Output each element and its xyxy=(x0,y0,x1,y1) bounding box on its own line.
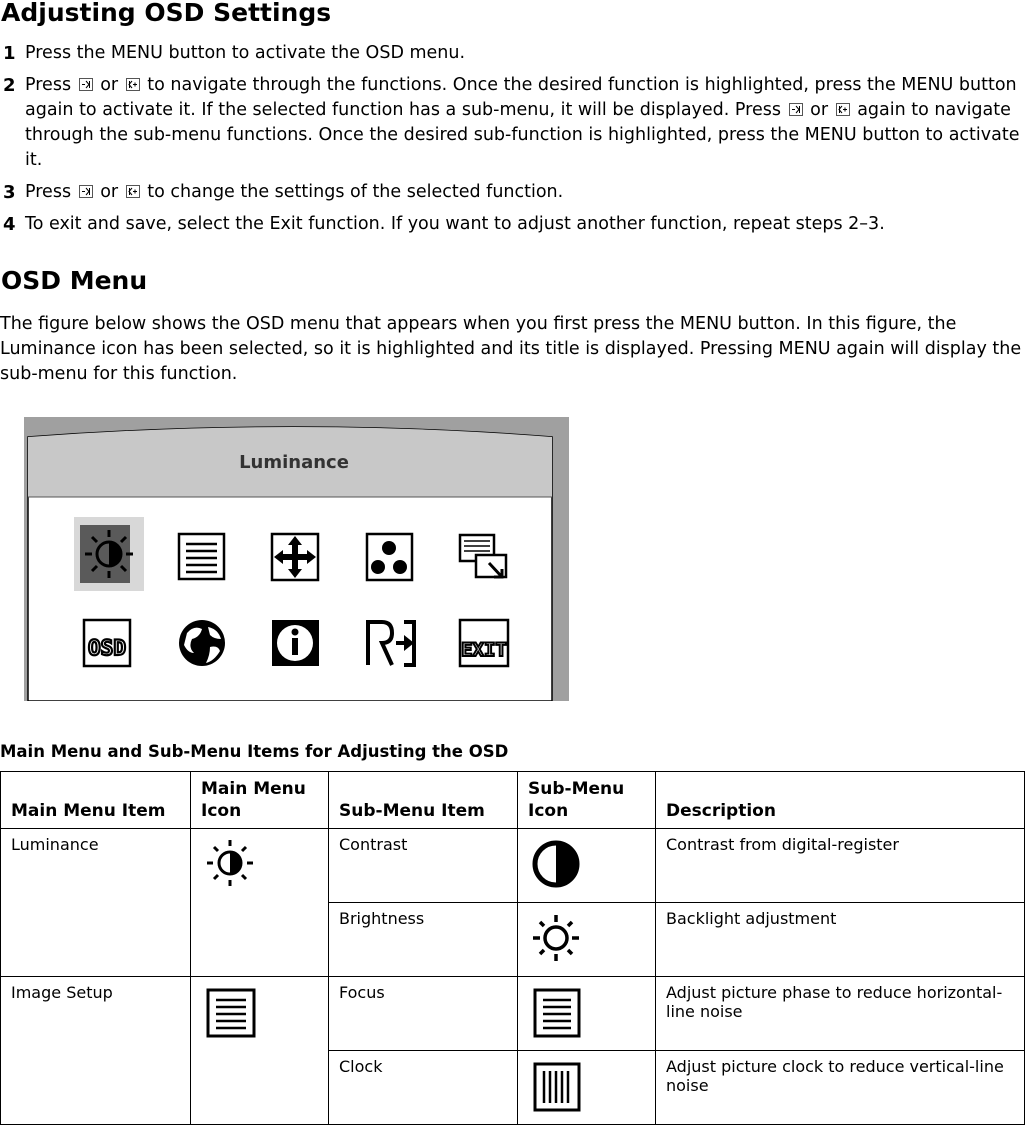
brightness-icon xyxy=(532,911,584,965)
exit-icon xyxy=(460,620,508,666)
step-text: or xyxy=(100,182,119,202)
information-icon xyxy=(272,620,319,666)
step-text: Press xyxy=(25,75,72,95)
table-row xyxy=(1,977,1025,1051)
plus-key-icon xyxy=(126,78,140,91)
main-menu-item: Luminance xyxy=(1,829,191,977)
page-title: Adjusting OSD Settings xyxy=(1,0,332,27)
luminance-icon xyxy=(205,837,259,891)
table-caption: Main Menu and Sub-Menu Items for Adjusting the OSD xyxy=(0,742,509,761)
sub-menu-item: Contrast xyxy=(329,829,518,903)
language-icon xyxy=(179,620,225,666)
section-heading: OSD Menu xyxy=(1,266,148,295)
osd-menu-figure xyxy=(24,417,569,701)
step-text: To exit and save, select the Exit function. If you want to adjust another function, repeat steps 2–3. xyxy=(25,214,885,234)
main-menu-icon-cell xyxy=(191,829,329,977)
main-menu-icon-cell xyxy=(191,977,329,1125)
column-header: Sub-Menu Item xyxy=(329,772,518,829)
column-header: Description xyxy=(656,772,1025,829)
step-number: 3 xyxy=(3,182,16,203)
minus-key-icon xyxy=(789,103,803,116)
step-1 xyxy=(0,41,1025,66)
sub-menu-item: Focus xyxy=(329,977,518,1051)
step-4 xyxy=(0,212,1025,237)
exit-icon-label: EXIT xyxy=(461,639,507,661)
step-2 xyxy=(0,73,1025,173)
step-text: Press xyxy=(25,182,72,202)
menu-table xyxy=(0,771,1025,1125)
step-number: 2 xyxy=(3,75,16,96)
steps-list xyxy=(0,41,1025,237)
sub-menu-icon-cell xyxy=(518,1051,656,1125)
column-header: Main Menu Item xyxy=(1,772,191,829)
minus-key-icon xyxy=(79,78,93,91)
main-menu-item: Image Setup xyxy=(1,977,191,1125)
focus-icon xyxy=(532,987,584,1041)
step-text: or xyxy=(100,75,119,95)
step-number: 4 xyxy=(3,214,16,235)
description: Backlight adjustment xyxy=(656,903,1025,977)
osd-icon-label: OSD xyxy=(88,636,126,660)
step-text: or xyxy=(810,100,829,120)
table-header-row xyxy=(1,772,1025,829)
sub-menu-item: Brightness xyxy=(329,903,518,977)
intro-paragraph: The figure below shows the OSD menu that appears when you first press the MENU button. In this figure, the Luminance icon has been selected, so it is highlighted and its title is displayed. Pressing MENU again will display the sub-menu for this function. xyxy=(0,314,1022,384)
sub-menu-icon-cell xyxy=(518,829,656,903)
step-text: to change the settings of the selected function. xyxy=(147,182,564,202)
color-icon xyxy=(367,534,412,580)
image-setup-icon xyxy=(205,987,259,1041)
description: Contrast from digital-register xyxy=(656,829,1025,903)
contrast-icon xyxy=(532,837,584,891)
step-text: to navigate through the functions. Once the desired function is highlighted, press the MENU button again to activate it. If the selected function has a sub-menu, it will be displayed. Press xyxy=(25,75,1017,120)
position-icon xyxy=(272,534,318,580)
osd-title: Luminance xyxy=(239,452,349,473)
step-3 xyxy=(0,180,1025,205)
plus-key-icon xyxy=(836,103,850,116)
minus-key-icon xyxy=(79,185,93,198)
description: Adjust picture clock to reduce vertical-line noise xyxy=(656,1051,1025,1125)
step-number: 1 xyxy=(3,43,16,64)
column-header: Sub-Menu Icon xyxy=(518,772,656,829)
table-row xyxy=(1,829,1025,903)
clock-icon xyxy=(532,1061,584,1115)
sub-menu-icon-cell xyxy=(518,977,656,1051)
step-text: again to navigate through the sub-menu functions. Once the desired sub-function is highlighted, press the MENU button to activate it. xyxy=(25,100,1020,170)
step-text: Press the MENU button to activate the OSD menu. xyxy=(25,43,466,63)
description: Adjust picture phase to reduce horizontal-line noise xyxy=(656,977,1025,1051)
sub-menu-item: Clock xyxy=(329,1051,518,1125)
column-header: Main Menu Icon xyxy=(191,772,329,829)
luminance-icon xyxy=(74,517,144,591)
image-setup-icon xyxy=(179,534,224,579)
osd-icon xyxy=(84,620,130,666)
plus-key-icon xyxy=(126,185,140,198)
sub-menu-icon-cell xyxy=(518,903,656,977)
